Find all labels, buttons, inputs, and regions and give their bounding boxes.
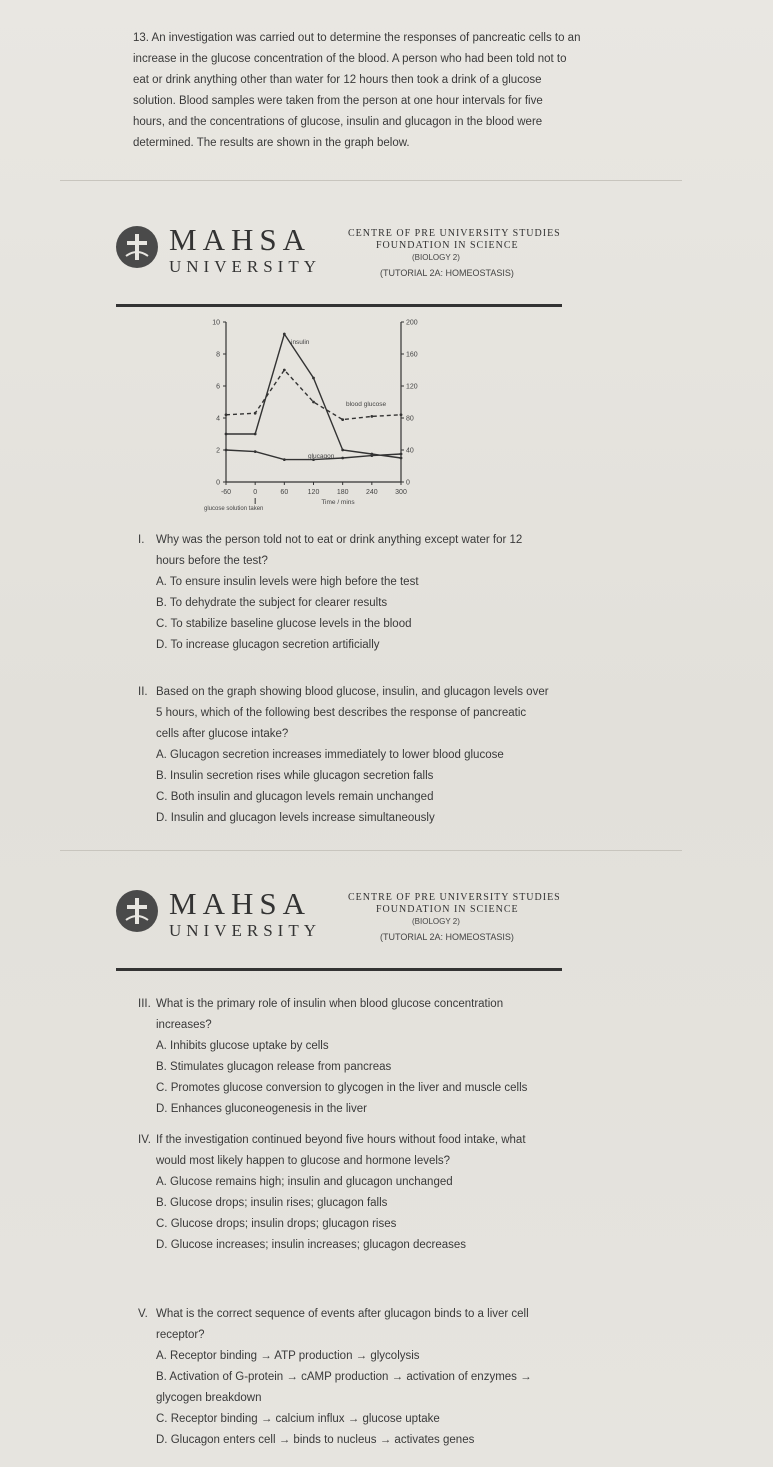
data-point-insulin xyxy=(225,433,228,436)
question-number: I. xyxy=(138,534,145,546)
header-rule xyxy=(116,968,562,971)
answer-option[interactable]: C. Glucose drops; insulin drops; glucagon rises xyxy=(156,1218,397,1230)
tutorial-name: (TUTORIAL 2A: HOMEOSTASIS) xyxy=(380,268,514,278)
answer-option[interactable]: A. Inhibits glucose uptake by cells xyxy=(156,1040,329,1052)
question-number: III. xyxy=(138,998,151,1010)
hormone-chart xyxy=(196,310,446,520)
answer-option[interactable]: B. To dehydrate the subject for clearer results xyxy=(156,597,388,609)
answer-option[interactable]: A. To ensure insulin levels were high before the test xyxy=(156,576,419,588)
x-tick-label: 180 xyxy=(336,489,349,496)
question-13-intro xyxy=(133,28,663,154)
tutorial-name: (TUTORIAL 2A: HOMEOSTASIS) xyxy=(380,932,514,942)
paper-fold-line xyxy=(60,850,682,851)
brand-name: MAHSA xyxy=(169,886,311,921)
answer-option-continued: glycogen breakdown xyxy=(156,1392,262,1404)
paper-fold-line xyxy=(60,180,682,181)
question-stem: If the investigation continued beyond five hours without food intake, what xyxy=(156,1134,526,1146)
data-point-insulin xyxy=(400,457,403,460)
answer-option[interactable]: D. Insulin and glucagon levels increase simultaneously xyxy=(156,812,435,824)
question-number: V. xyxy=(138,1308,148,1320)
data-point-blood-glucose xyxy=(400,413,403,416)
y-right-tick-label: 160 xyxy=(406,351,418,359)
question-4 xyxy=(138,1130,678,1256)
data-point-blood-glucose xyxy=(254,412,257,415)
subject-name: (BIOLOGY 2) xyxy=(412,253,460,262)
data-point-glucagon xyxy=(225,449,228,452)
brand-name: MAHSA xyxy=(169,222,311,257)
data-point-blood-glucose xyxy=(341,418,344,421)
answer-option[interactable]: D. Glucagon enters cell → binds to nucleus → activates genes xyxy=(156,1434,475,1446)
answer-option[interactable]: A. Receptor binding → ATP production → glycolysis xyxy=(156,1350,420,1362)
data-point-insulin xyxy=(283,333,286,336)
answer-option[interactable]: A. Glucose remains high; insulin and glucagon unchanged xyxy=(156,1176,453,1188)
y-right-tick-label: 40 xyxy=(406,447,414,455)
question-stem: Based on the graph showing blood glucose, insulin, and glucagon levels over xyxy=(156,686,549,698)
data-point-glucagon xyxy=(283,458,286,461)
data-point-glucagon xyxy=(370,454,373,457)
question-number: II. xyxy=(138,686,148,698)
answer-option[interactable]: B. Glucose drops; insulin rises; glucagon falls xyxy=(156,1197,388,1209)
series-line-insulin xyxy=(226,334,401,458)
programme-name: FOUNDATION IN SCIENCE xyxy=(376,240,519,251)
answer-option[interactable]: D. To increase glucagon secretion artificially xyxy=(156,639,380,651)
brand-subtitle: UNIVERSITY xyxy=(169,921,321,940)
data-point-insulin xyxy=(341,449,344,452)
x-tick-label: 240 xyxy=(365,489,378,496)
university-logo-icon xyxy=(116,890,158,932)
question-stem: What is the primary role of insulin when blood glucose concentration xyxy=(156,998,504,1010)
chart-svg xyxy=(196,310,446,520)
answer-option[interactable]: B. Activation of G-protein → cAMP production → activation of enzymes → xyxy=(156,1371,532,1383)
y-right-tick-label: 80 xyxy=(406,415,414,423)
y-left-tick-label: 8 xyxy=(216,351,220,359)
series-label: blood glucose xyxy=(346,401,387,408)
x-tick-label: -60 xyxy=(220,489,232,496)
question-stem: cells after glucose intake? xyxy=(156,728,289,740)
series-label: glucagon xyxy=(308,453,335,460)
data-point-glucagon xyxy=(254,450,257,453)
glucose-taken-annotation: glucose solution taken xyxy=(204,506,264,512)
y-left-tick-label: 2 xyxy=(216,447,220,455)
brand-subtitle: UNIVERSITY xyxy=(169,257,321,276)
y-right-tick-label: 200 xyxy=(406,319,418,327)
centre-name: CENTRE OF PRE UNIVERSITY STUDIES xyxy=(348,892,561,903)
header-rule xyxy=(116,304,562,307)
intro-line: hours, and the concentrations of glucose, insulin and glucagon in the blood were xyxy=(133,116,543,128)
answer-option[interactable]: C. To stabilize baseline glucose levels in the blood xyxy=(156,618,412,630)
university-header xyxy=(116,888,576,958)
data-point-blood-glucose xyxy=(283,369,286,372)
answer-option[interactable]: D. Glucose increases; insulin increases; glucagon decreases xyxy=(156,1239,467,1251)
question-stem: 5 hours, which of the following best describes the response of pancreatic xyxy=(156,707,527,719)
data-point-blood-glucose xyxy=(225,413,228,416)
intro-line: solution. Blood samples were taken from the person at one hour intervals for five xyxy=(133,95,543,107)
question-1 xyxy=(138,530,678,656)
answer-option[interactable]: C. Both insulin and glucagon levels remain unchanged xyxy=(156,791,434,803)
data-point-blood-glucose xyxy=(312,401,315,404)
subject-name: (BIOLOGY 2) xyxy=(412,917,460,926)
programme-name: FOUNDATION IN SCIENCE xyxy=(376,904,519,915)
y-left-tick-label: 4 xyxy=(216,415,220,423)
data-point-blood-glucose xyxy=(370,415,373,418)
question-stem: increases? xyxy=(156,1019,212,1031)
question-stem: receptor? xyxy=(156,1329,205,1341)
question-stem: would most likely happen to glucose and hormone levels? xyxy=(156,1155,451,1167)
question-5 xyxy=(138,1304,678,1451)
data-point-glucagon xyxy=(341,457,344,460)
answer-option[interactable]: B. Insulin secretion rises while glucagon secretion falls xyxy=(156,770,434,782)
y-right-tick-label: 120 xyxy=(406,383,418,391)
question-2 xyxy=(138,682,678,829)
x-tick-label: 0 xyxy=(253,489,258,496)
answer-option[interactable]: C. Receptor binding → calcium influx → glucose uptake xyxy=(156,1413,440,1425)
answer-option[interactable]: B. Stimulates glucagon release from pancreas xyxy=(156,1061,392,1073)
intro-line: increase in the glucose concentration of the blood. A person who had been told not to xyxy=(133,53,567,65)
question-number: IV. xyxy=(138,1134,152,1146)
y-left-tick-label: 0 xyxy=(216,479,220,487)
question-stem: Why was the person told not to eat or drink anything except water for 12 xyxy=(156,534,523,546)
answer-option[interactable]: D. Enhances gluconeogenesis in the liver xyxy=(156,1103,367,1115)
intro-line: eat or drink anything other than water for 12 hours then took a drink of a glucose xyxy=(133,74,542,86)
centre-name: CENTRE OF PRE UNIVERSITY STUDIES xyxy=(348,228,561,239)
data-point-insulin xyxy=(312,377,315,380)
y-right-tick-label: 0 xyxy=(406,479,410,487)
question-stem: hours before the test? xyxy=(156,555,268,567)
answer-option[interactable]: A. Glucagon secretion increases immediately to lower blood glucose xyxy=(156,749,504,761)
data-point-glucagon xyxy=(400,453,403,456)
intro-line: 13. An investigation was carried out to determine the responses of pancreatic cells to an xyxy=(133,32,581,44)
question-stem: What is the correct sequence of events after glucagon binds to a liver cell xyxy=(156,1308,529,1320)
university-logo-icon xyxy=(116,226,158,268)
data-point-insulin xyxy=(254,433,257,436)
answer-option[interactable]: C. Promotes glucose conversion to glycogen in the liver and muscle cells xyxy=(156,1082,528,1094)
x-tick-label: 300 xyxy=(395,489,407,496)
intro-line: determined. The results are shown in the graph below. xyxy=(133,137,410,149)
x-axis-label: Time / mins xyxy=(321,499,355,506)
x-tick-label: 120 xyxy=(307,489,320,496)
x-tick-label: 60 xyxy=(280,489,289,496)
y-left-tick-label: 10 xyxy=(212,319,220,327)
university-header xyxy=(116,224,576,294)
y-left-tick-label: 6 xyxy=(216,383,220,391)
question-3 xyxy=(138,994,678,1120)
series-label: insulin xyxy=(291,339,310,346)
